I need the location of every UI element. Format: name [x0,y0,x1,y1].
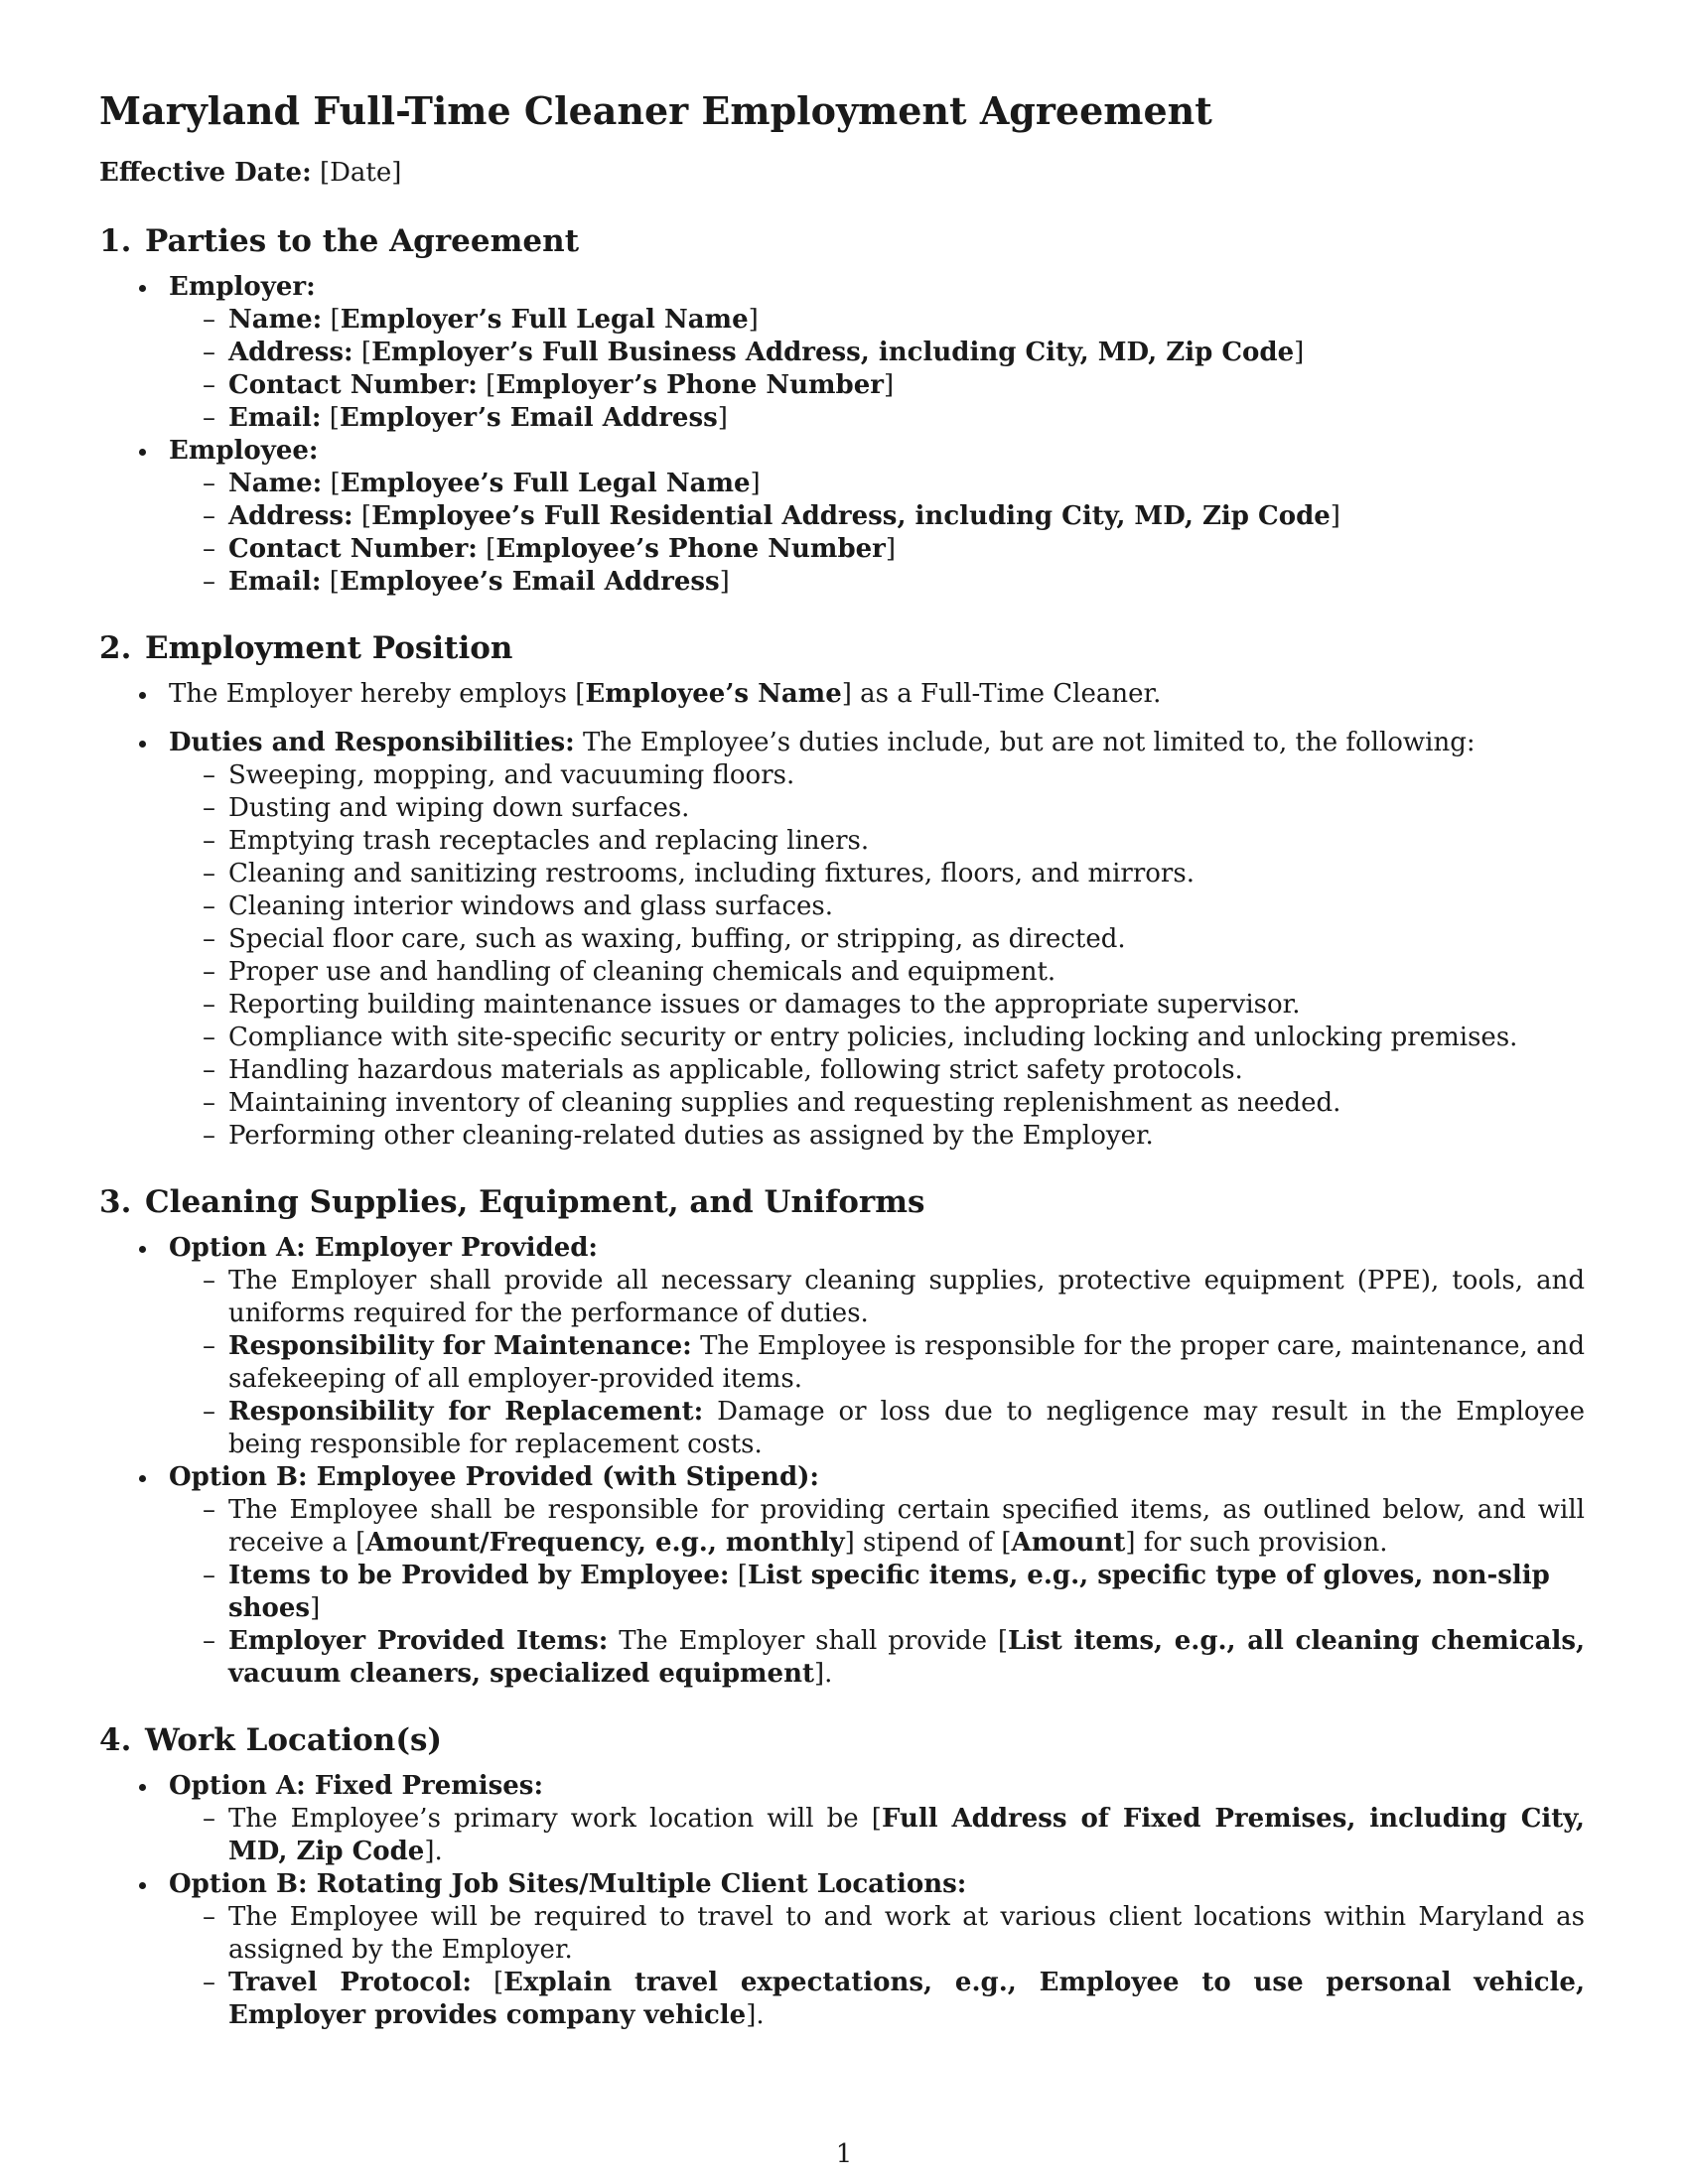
duty-item: – Maintaining inventory of cleaning supplies and requesting replenishment as needed. [169,1087,1589,1120]
effective-date: Effective Date: [Date] [99,158,402,188]
duty-item: – Handling hazardous materials as applicable, following strict safety protocols. [169,1054,1589,1087]
section-work-location [99,1720,1589,2032]
section-supplies [99,1182,1589,1691]
duty-item: – Cleaning interior windows and glass surfaces. [169,890,1589,923]
employee-block: Employee: – Name: [Employee’s Full Legal Name] – Address: [Employee’s Full Residential Address, including City, MD, Zip Code] – Contact Number: [Employee’s Phone Number] – Email: [Employee’s Email Address] [99,435,1589,599]
duties-block: Duties and Responsibilities: The Employee’s duties include, but are not limited to, the following: – Sweeping, mopping, and vacuuming floors. – Dusting and wiping down surfaces. – Emptying trash receptacles and replacing liners. – Cleaning and sanitizing restrooms, including fixtures, floors, and mirrors. – Cleaning interior windows and glass surfaces. – Special floor care, such as waxing, buffing, or stripping, as directed. – Proper use and handling of cleaning chemicals and equipment. – Reporting building maintenance issues or damages to the appropriate supervisor. – Compliance with site-specific security or entry policies, including locking and unlocking premises. – Handling hazardous materials as applicable, following strict safety protocols. – Maintaining inventory of cleaning supplies and requesting replenishment as needed. – Performing other cleaning-related duties as assigned by the Employer. [99,727,1589,1153]
list-item: – Contact Number: [Employer’s Phone Number] [169,369,1589,402]
duty-item: – Proper use and handling of cleaning chemicals and equipment. [169,956,1589,989]
duty-item: – Special floor care, such as waxing, buffing, or stripping, as directed. [169,923,1589,956]
duty-item: – Dusting and wiping down surfaces. [169,792,1589,825]
list-item: – The Employee’s primary work location will be [Full Address of Fixed Premises, including City, MD, Zip Code]. [169,1803,1589,1868]
duty-item: – Emptying trash receptacles and replacing liners. [169,825,1589,858]
list-item: – The Employee shall be responsible for providing certain specified items, as outlined below, and will receive a [Amount/Frequency, e.g., monthly] stipend of [Amount] for such provision. [169,1494,1589,1560]
duty-item: – Performing other cleaning-related duties as assigned by the Employer. [169,1120,1589,1153]
list-item: – Name: [Employee’s Full Legal Name] [169,468,1589,500]
section-heading: 4. Work Location(s) [99,1722,443,1758]
list-item: – Email: [Employee’s Email Address] [169,566,1589,599]
option-b-rotating-sites: Option B: Rotating Job Sites/Multiple Client Locations: – The Employee will be required to travel to and work at various client locations within Maryland as assigned by the Employer. – Travel Protocol: [Explain travel expectations, e.g., Employee to use personal vehicle, Employer provides company vehicle]. [99,1868,1589,2032]
duty-item: – Sweeping, mopping, and vacuuming floors. [169,759,1589,792]
employer-block: Employer: – Name: [Employer’s Full Legal Name] – Address: [Employer’s Full Business Address, including City, MD, Zip Code] – Contact Number: [Employer’s Phone Number] – Email: [Employer’s Email Address] [99,271,1589,435]
list-item: – Employer Provided Items: The Employer shall provide [List items, e.g., all cleaning chemicals, vacuum cleaners, specialized equipment]. [169,1625,1589,1691]
section-heading: 1. Parties to the Agreement [99,223,580,259]
duties-list [169,759,1589,1153]
list-item: – Responsibility for Replacement: Damage or loss due to negligence may result in the Employee being responsible for replacement costs. [169,1396,1589,1461]
list-item: – Name: [Employer’s Full Legal Name] [169,304,1589,337]
list-item: – Contact Number: [Employee’s Phone Number] [169,533,1589,566]
list-item: – Email: [Employer’s Email Address] [169,402,1589,435]
list-item: – Items to be Provided by Employee: [List specific items, e.g., specific type of gloves, non-slip shoes] [169,1560,1589,1625]
duty-item: – Reporting building maintenance issues or damages to the appropriate supervisor. [169,989,1589,1022]
option-b-employee-provided: Option B: Employee Provided (with Stipend): – The Employee shall be responsible for providing certain specified items, as outlined below, and will receive a [Amount/Frequency, e.g., monthly] stipend of [Amount] for such provision. – Items to be Provided by Employee: [List specific items, e.g., specific type of gloves, non-slip shoes] – Employer Provided Items: The Employer shall provide [List items, e.g., all cleaning chemicals, vacuum cleaners, specialized equipment]. [99,1461,1589,1691]
option-a-fixed-premises: Option A: Fixed Premises: – The Employee’s primary work location will be [Full Address of Fixed Premises, including City, MD, Zip Code]. [99,1770,1589,1868]
page-number: 1 [835,2139,853,2169]
section-parties [99,221,1589,599]
section-employment-position [99,628,1589,1153]
duty-item: – Cleaning and sanitizing restrooms, including fixtures, floors, and mirrors. [169,858,1589,890]
list-item: – The Employer shall provide all necessary cleaning supplies, protective equipment (PPE), tools, and uniforms required for the performance of duties. [169,1265,1589,1330]
list-item: The Employer hereby employs [Employee’s Name] as a Full-Time Cleaner. [99,678,1589,711]
list-item: – Responsibility for Maintenance: The Employee is responsible for the proper care, maintenance, and safekeeping of all employer-provided items. [169,1330,1589,1396]
list-item: – Travel Protocol: [Explain travel expectations, e.g., Employee to use personal vehicle, Employer provides company vehicle]. [169,1967,1589,2032]
section-heading: 3. Cleaning Supplies, Equipment, and Uniforms [99,1184,925,1220]
list-item: – The Employee will be required to travel to and work at various client locations within Maryland as assigned by the Employer. [169,1901,1589,1967]
list-item: – Address: [Employee’s Full Residential Address, including City, MD, Zip Code] [169,500,1589,533]
section-heading: 2. Employment Position [99,630,513,666]
list-item: – Address: [Employer’s Full Business Address, including City, MD, Zip Code] [169,337,1589,369]
option-a-employer-provided: Option A: Employer Provided: – The Employer shall provide all necessary cleaning supplies, protective equipment (PPE), tools, and uniforms required for the performance of duties. – Responsibility for Maintenance: The Employee is responsible for the proper care, maintenance, and safekeeping of all employer-provided items. – Responsibility for Replacement: Damage or loss due to negligence may result in the Employee being responsible for replacement costs. [99,1232,1589,1461]
document-page [99,87,1589,2062]
document-title: Maryland Full-Time Cleaner Employment Agreement [99,88,1212,133]
duty-item: – Compliance with site-specific security or entry policies, including locking and unlocking premises. [169,1022,1589,1054]
